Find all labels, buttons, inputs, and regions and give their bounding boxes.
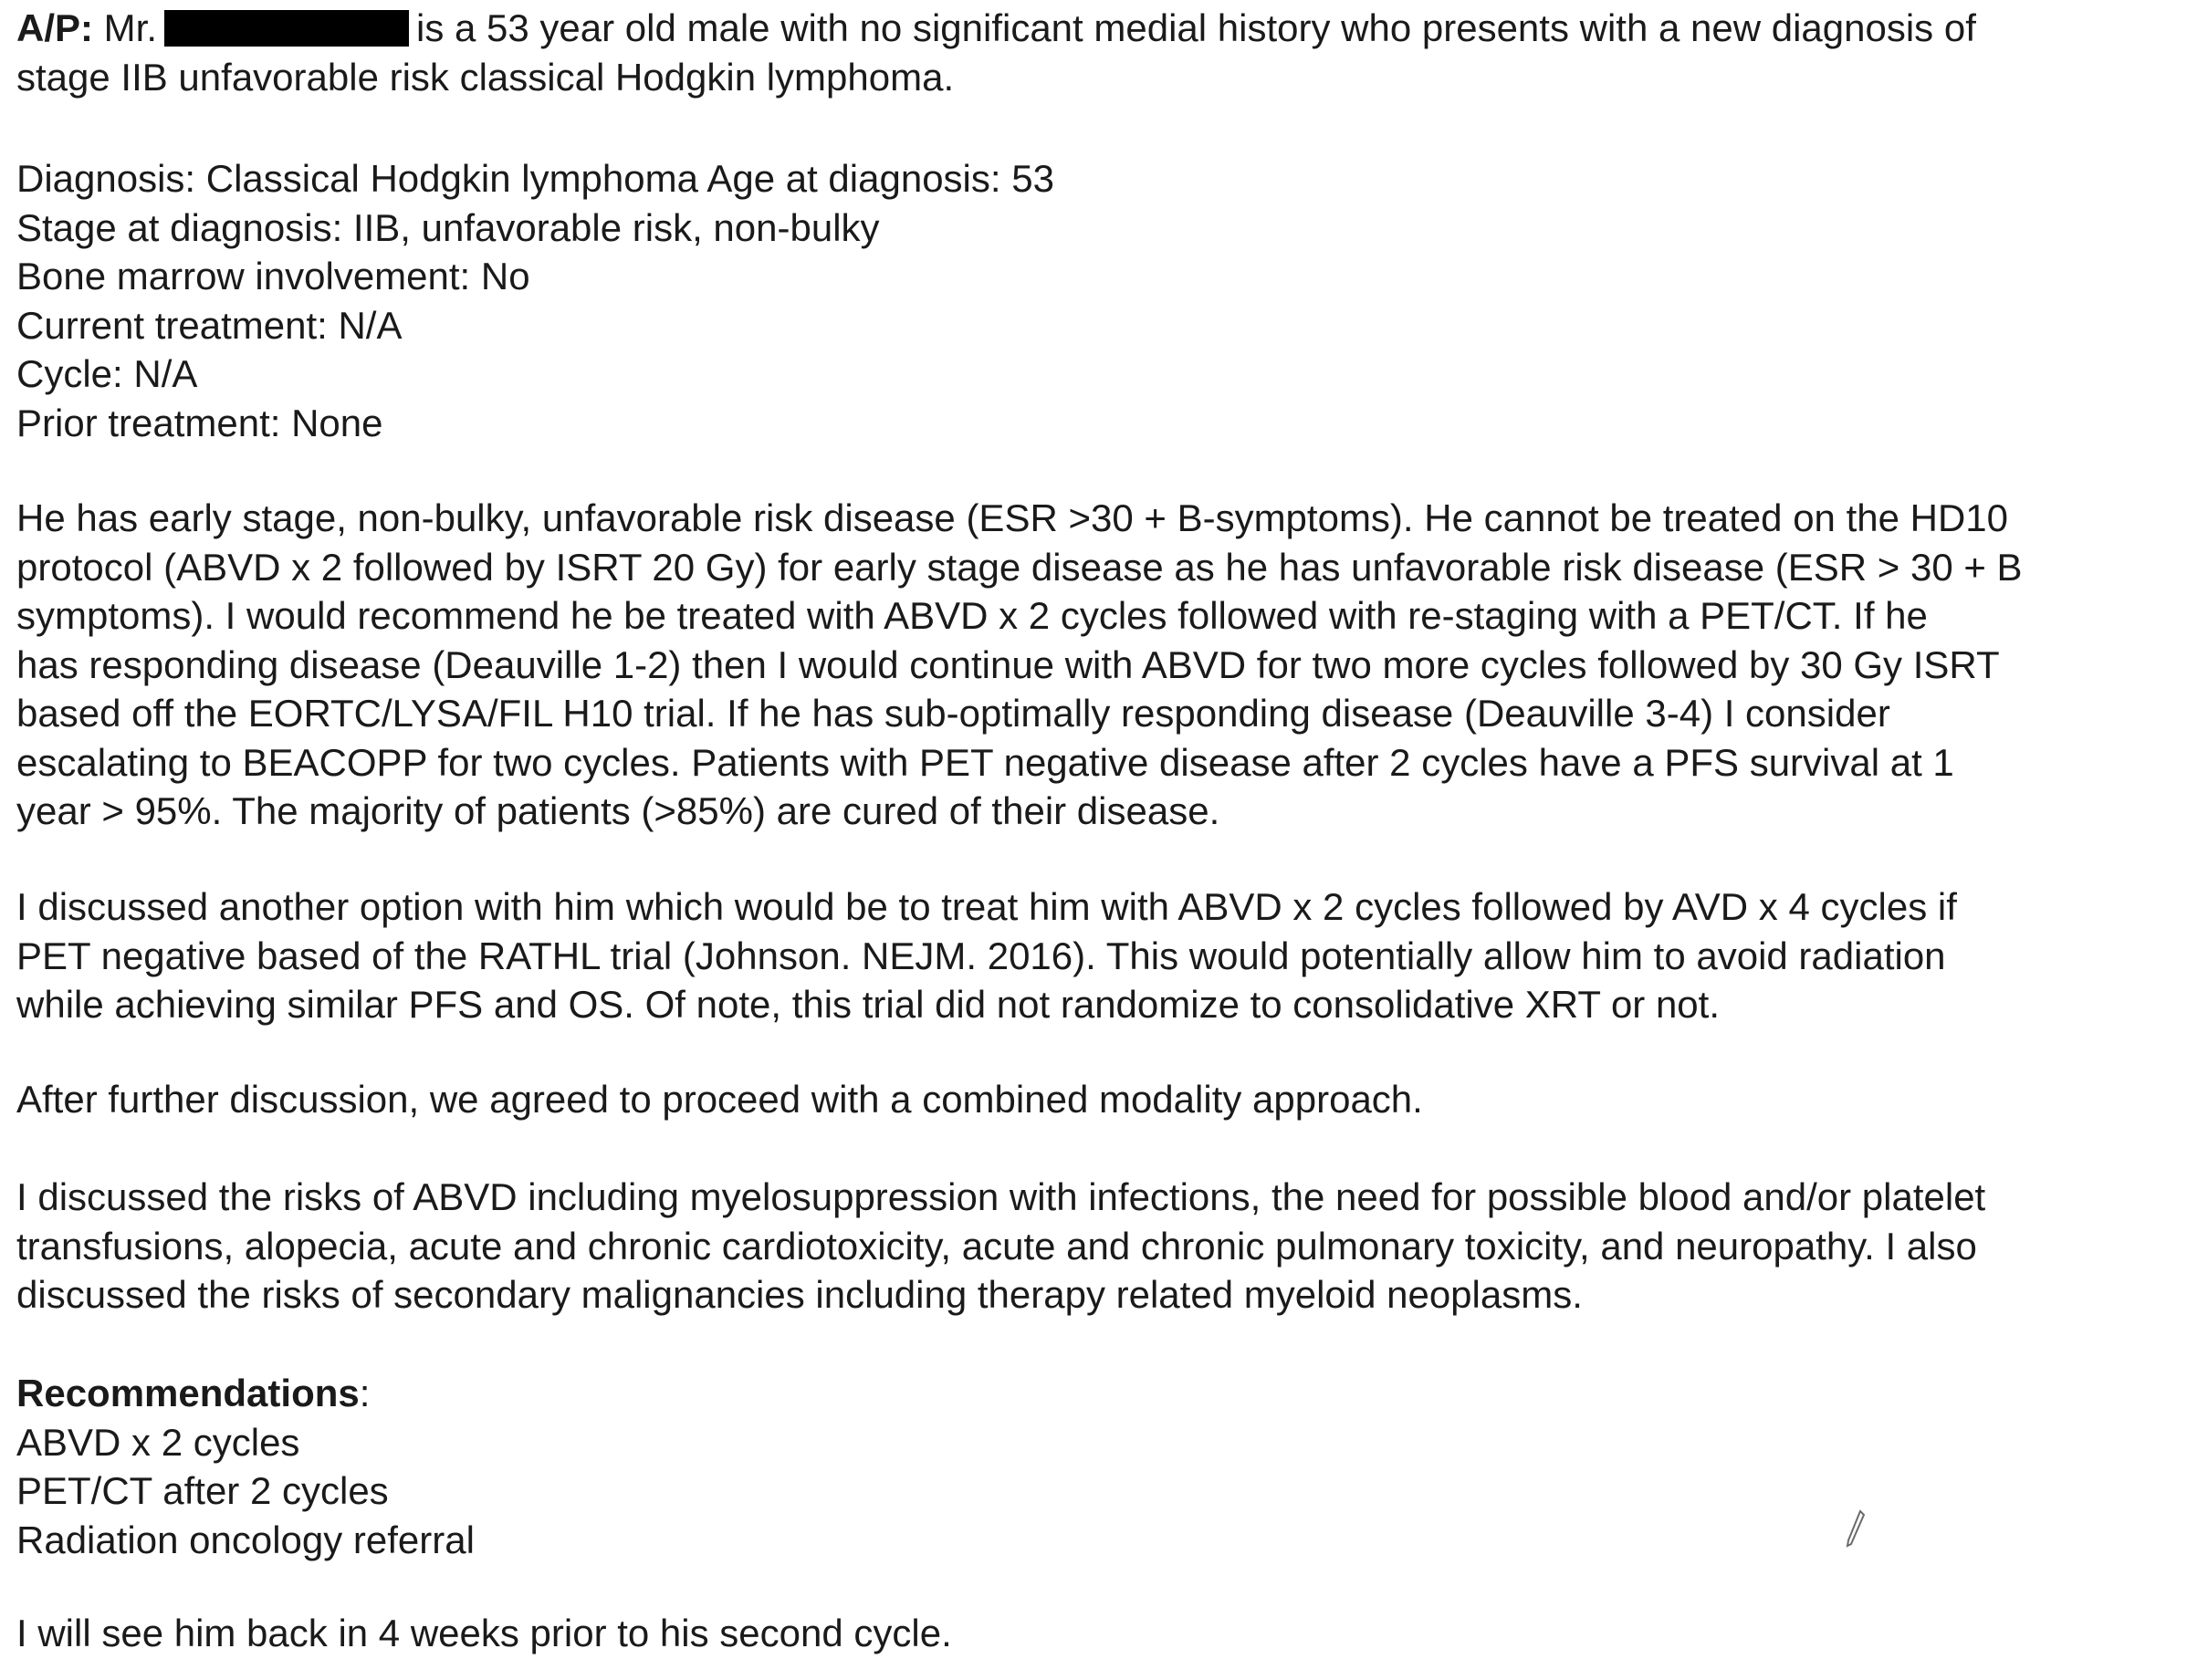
paragraph-line: After further discussion, we agreed to proceed with a combined modality approach. bbox=[16, 1078, 1423, 1121]
recommendation-item: Radiation oncology referral bbox=[16, 1518, 475, 1561]
intro-line-1 bbox=[16, 4, 2171, 53]
intro-line-1-rest: is a 53 year old male with no significant medial history who presents with a new diagnosis of bbox=[416, 6, 1976, 49]
paragraph-line: I discussed another option with him which would be to treat him with ABVD x 2 cycles followed by AVD x 4 cycles if bbox=[16, 885, 1957, 928]
paragraph-line: year > 95%. The majority of patients (>85%) are cured of their disease. bbox=[16, 789, 1220, 832]
paragraph-risk-assessment bbox=[16, 494, 2171, 836]
paragraph-line: while achieving similar PFS and OS. Of note, this trial did not randomize to consolidative XRT or not. bbox=[16, 983, 1721, 1026]
redacted-patient-name bbox=[164, 10, 409, 47]
recommendations-heading: Recommendations bbox=[16, 1372, 360, 1414]
paragraph-decision bbox=[16, 1075, 2171, 1124]
summary-bone-marrow: Bone marrow involvement: No bbox=[16, 255, 530, 297]
recommendations-heading-line bbox=[16, 1369, 2171, 1418]
assessment-plan-intro bbox=[16, 4, 2171, 101]
recommendation-item: PET/CT after 2 cycles bbox=[16, 1469, 389, 1512]
summary-stage: Stage at diagnosis: IIB, unfavorable risk, non-bulky bbox=[16, 205, 880, 249]
paragraph-alternative-option bbox=[16, 882, 2171, 1029]
ap-label: A/P: bbox=[16, 6, 93, 49]
paragraph-treatment-risks bbox=[16, 1173, 2171, 1320]
summary-cycle: Cycle: N/A bbox=[16, 352, 198, 395]
summary-current-treatment: Current treatment: N/A bbox=[16, 303, 403, 347]
paragraph-line: He has early stage, non-bulky, unfavorable risk disease (ESR >30 + B-symptoms). He cannot be treated on the HD10 bbox=[16, 496, 2009, 539]
paragraph-line: symptoms). I would recommend he be treated with ABVD x 2 cycles followed with re-staging with a PET/CT. If he bbox=[16, 594, 1928, 637]
closing-statement bbox=[16, 1609, 2171, 1658]
pen-mark-icon bbox=[1842, 1508, 1869, 1550]
paragraph-line: transfusions, alopecia, acute and chronic cardiotoxicity, acute and chronic pulmonary toxicity, and neuropathy. I also bbox=[16, 1224, 1977, 1268]
paragraph-line: discussed the risks of secondary malignancies including therapy related myeloid neoplasms. bbox=[16, 1273, 1583, 1316]
paragraph-line: I discussed the risks of ABVD including myelosuppression with infections, the need for possible blood and/or platelet bbox=[16, 1175, 1986, 1218]
summary-prior-treatment: Prior treatment: None bbox=[16, 401, 383, 444]
paragraph-line: has responding disease (Deauville 1-2) then I would continue with ABVD for two more cycles followed by 30 Gy ISRT bbox=[16, 642, 2000, 686]
paragraph-line: based off the EORTC/LYSA/FIL H10 trial. If he has sub-optimally responding disease (Deauville 3-4) I consider bbox=[16, 692, 1890, 735]
paragraph-line: escalating to BEACOPP for two cycles. Patients with PET negative disease after 2 cycles have a PFS survival at 1 bbox=[16, 740, 1954, 784]
closing-line: I will see him back in 4 weeks prior to his second cycle. bbox=[16, 1612, 952, 1654]
patient-prefix: Mr. bbox=[103, 6, 157, 49]
diagnosis-summary bbox=[16, 154, 2171, 447]
intro-line-2: stage IIB unfavorable risk classical Hodgkin lymphoma. bbox=[16, 55, 955, 99]
recommendation-item: ABVD x 2 cycles bbox=[16, 1420, 300, 1464]
paragraph-line: PET negative based of the RATHL trial (Johnson. NEJM. 2016). This would potentially allow him to avoid radiation bbox=[16, 934, 1946, 977]
summary-diagnosis: Diagnosis: Classical Hodgkin lymphoma Age at diagnosis: 53 bbox=[16, 157, 1054, 200]
paragraph-line: protocol (ABVD x 2 followed by ISRT 20 Gy) for early stage disease as he has unfavorable risk disease (ESR > 30 + B bbox=[16, 545, 2023, 589]
recommendations-colon: : bbox=[359, 1372, 371, 1414]
